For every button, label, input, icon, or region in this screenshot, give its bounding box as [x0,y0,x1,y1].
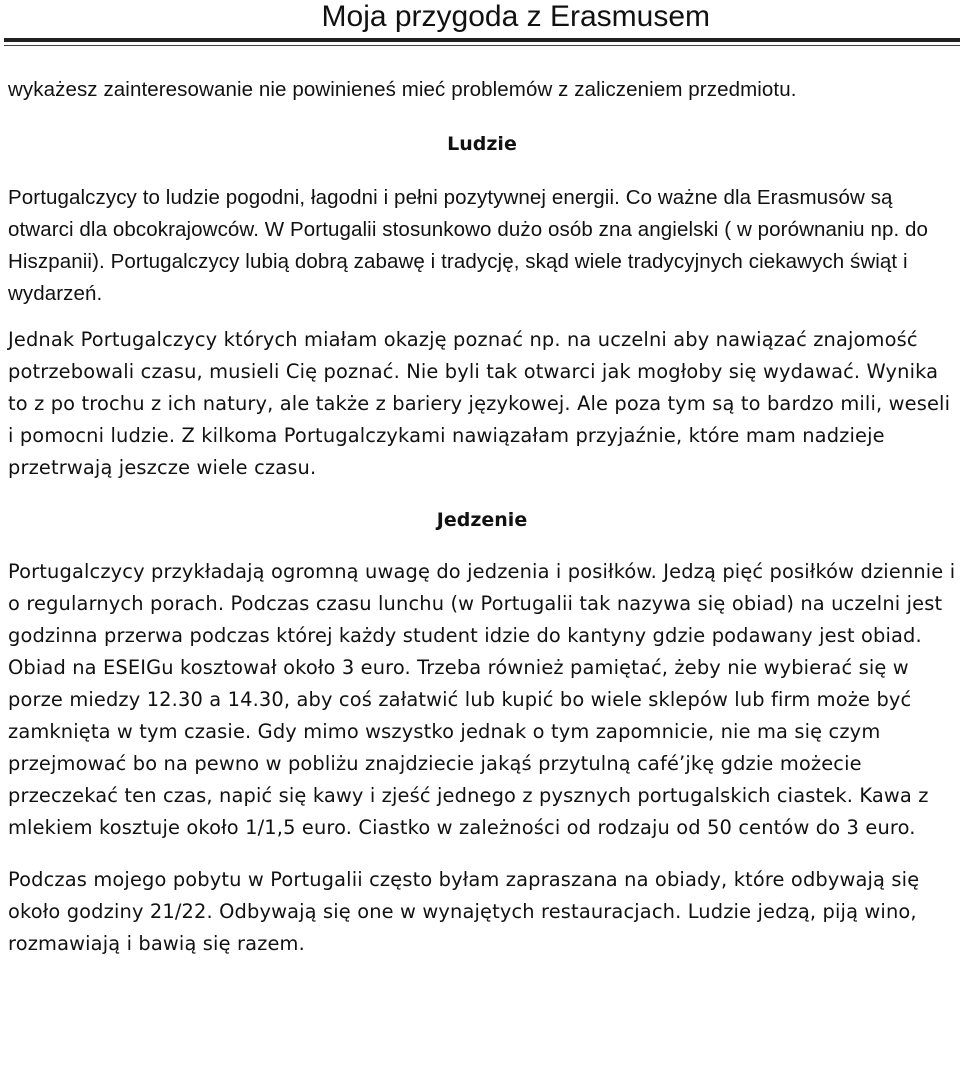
ludzie-paragraph-2: Jednak Portugalczycy których miałam okazję poznać np. na uczelni aby nawiązać znajomość potrzebowali czasu, musieli Cię poznać. Nie byli tak otwarci jak mogłoby się wydawać. Wynika to z po trochu z ich natury, ale także z bariery językowej. Ale poza tym są to bardzo mili, weseli i pomocni ludzie. Z kilkoma Portugalczykami nawiązałam przyjaźnie, które mam nadzieje przetrwają jeszcze wiele czasu. [8,328,951,479]
section-heading-ludzie: Ludzie [447,133,517,155]
ludzie-paragraph-1: Portugalczycy to ludzie pogodni, łagodni i pełni pozytywnej energii. Co ważne dla Erasmusów są otwarci dla obcokrajowców. W Portugalii stosunkowo dużo osób zna angielski ( w porównaniu np. do Hiszpanii). Portugalczycy lubią dobrą zabawę i tradycję, skąd wiele tradycyjnych ciekawych świąt i wydarzeń. [8,186,929,305]
intro-paragraph: wykażesz zainteresowanie nie powinieneś mieć problemów z zaliczeniem przedmiotu. [8,78,797,101]
header-rule-thick [4,38,960,42]
document-title: Moja przygoda z Erasmusem [321,0,710,33]
document-body [8,74,956,960]
section-heading-jedzenie: Jedzenie [436,509,528,531]
jedzenie-paragraph-1: Portugalczycy przykładają ogromną uwagę do jedzenia i posiłków. Jedzą pięć posiłków dziennie i o regularnych porach. Podczas czasu lunchu (w Portugalii tak nazywa się obiad) na uczelni jest godzinna przerwa podczas której każdy student idzie do kantyny gdzie podawany jest obiad. Obiad na ESEIGu kosztował około 3 euro. Trzeba również pamiętać, żeby nie wybierać się w porze miedzy 12.30 a 14.30, aby coś załatwić lub kupić bo wiele sklepów lub firm może być zamknięta w tym czasie. Gdy mimo wszystko jednak o tym zapomnicie, nie ma się czym przejmować bo na pewno w pobliżu znajdziecie jakąś przytulną café’jkę gdzie możecie przeczekać ten czas, napić się kawy i zjeść jednego z pysznych portugalskich ciastek. Kawa z mlekiem kosztuje około 1/1,5 euro. Ciastko w zależności od rodzaju od 50 centów do 3 euro. [8,560,956,839]
jedzenie-paragraph-2: Podczas mojego pobytu w Portugalii często byłam zapraszana na obiady, które odbywają się około godziny 21/22. Odbywają się one w wynajętych restauracjach. Ludzie jedzą, piją wino, rozmawiają i bawią się razem. [8,868,920,955]
header-rule-thin [4,45,960,46]
